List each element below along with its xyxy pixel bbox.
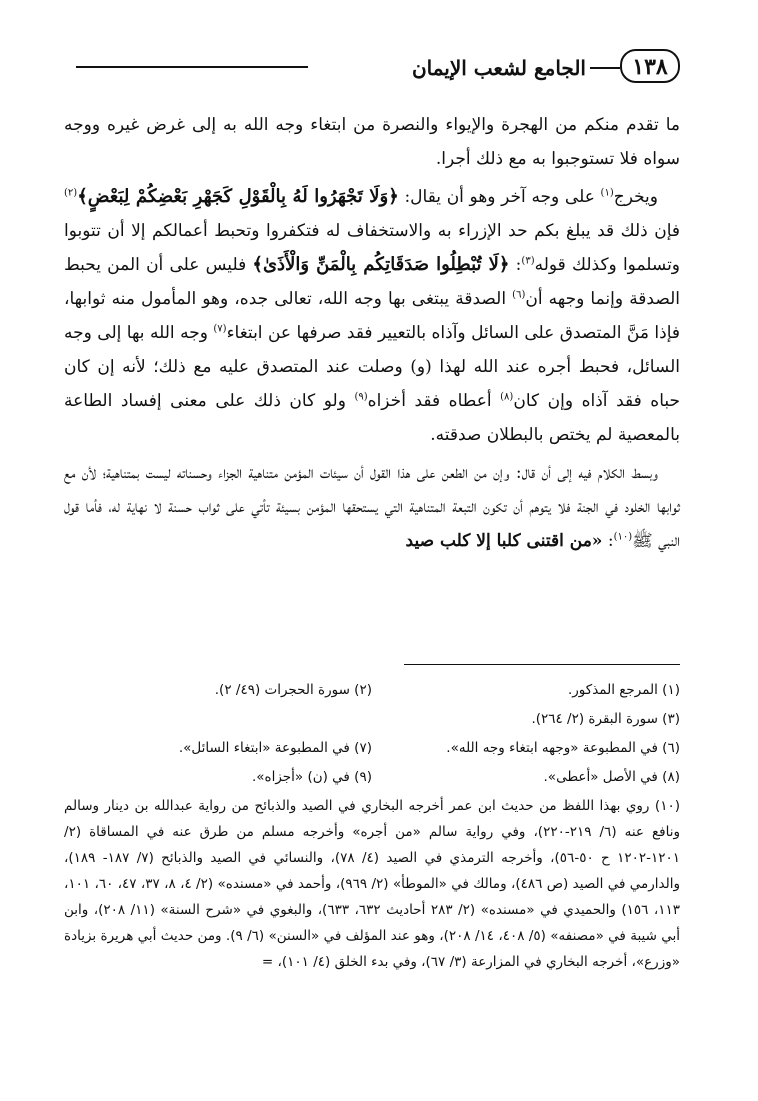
footnote-7: (٧) في المطبوعة «ابتغاء السائل». (178, 740, 372, 756)
footnote-1: (١) المرجع المذكور. (567, 682, 680, 698)
text-run: وبسط الكلام فيه إلى أن قال: وإن من الطعن على هذا القول أن سيئات المؤمن متناهية الجزاء وحسناته ليست بمتناهية؛ لأن مع ثوابها الخلود في الجنة فلا يتوهم أن تكون التبعة المتناهية التي يستحقها المؤمن بسيئة تأتي على ثواب حسنة لا نهاية له، فأما قول النبي ﷺ (64, 463, 680, 551)
footnote-row (64, 676, 680, 705)
hadith-quote: «من اقتنى كلبا إلا كلب صيد (405, 531, 603, 551)
page-header (0, 0, 758, 100)
footnote-row (64, 763, 680, 792)
footnote-row (64, 734, 680, 763)
footnote-ref-1: (١) (600, 187, 614, 199)
footnotes (64, 676, 680, 975)
footnote-empty (64, 705, 372, 734)
quran-verse-2: ﴿لَا تُبْطِلُوا صَدَقَاتِكُم بِالْمَنِّ وَالْأَذَىٰ﴾ (252, 254, 510, 275)
footnote-6: (٦) في المطبوعة «وجهه ابتغاء وجه الله». (446, 740, 680, 756)
text-run: ويخرج (613, 187, 658, 207)
header-rule (590, 67, 620, 69)
paragraph-1: ما تقدم منكم من الهجرة والإيواء والنصرة من ابتغاء وجه الله به إلى غرض غيره ووجه سواه فلا تستوجبوا به مع ذلك أجرا. (64, 115, 680, 169)
main-text (64, 108, 680, 562)
header-rule (76, 66, 308, 68)
footnote-ref-6: (٦) (512, 289, 526, 301)
footnote-ref-3: (٣) (521, 255, 535, 267)
footnote-9: (٩) في (ن) «أجزاه». (251, 769, 372, 785)
footnote-ref-7: (٧) (213, 323, 227, 335)
footnote-separator (404, 664, 680, 665)
text-run: أعطاه فقد أخزاه (367, 391, 492, 411)
text-run: : (515, 255, 522, 275)
footnote-10: (١٠) روي بهذا اللفظ من حديث ابن عمر أخرجه البخاري في الصيد والذبائح من رواية عبدالله بن دينار وسالم ونافع عنه (٦/ ٢١٩-٢٢٠)، وفي رواية سالم «من أجره» وأخرجه مسلم من طرق عنه في المساقاة (٢/ ١٢٠١-١٢٠٢ ح ٥٠-٥٦)، وأخرجه الترمذي في الصيد (٤/ ٧٨)، والنسائي في الصيد والذبائح (٧/ ١٨٧- ١٨٩)، والدارمي في الصيد (ص ٤٨٦)، ومالك في «الموطأ» (٢/ ٩٦٩)، وأحمد في «مسنده» (٢/ ٤، ٨، ٣٧، ٤٧، ٦٠، ١٠١، ١١٣، ١٥٦) والحميدي في «مسنده» (٢/ ٢٨٣ أحاديث ٦٣٢، ٦٣٣)، والبغوي في «شرح السنة» (١١/ ٢٠٨)، وابن أبي شيبة في «مصنفه» (٥/ ٤٠٨، ١٤/ ٢٠٨)، وهو عند المؤلف في «السنن» (٦/ ٩). ومن حديث أبي هريرة بزيادة «وزرع»، أخرجه البخاري في المزارعة (٣/ ٦٧)، وفي بدء الخلق (٤/ ١٠١)، = (64, 798, 681, 970)
footnote-8: (٨) في الأصل «أعطى». (543, 769, 680, 785)
text-run: الصدقة يبتغى بها وجه الله، تعالى جده، وهو المأمول منه ثوابها، فإذا مَنَّ المتصدق على السائل وآذاه بالتعيير فقد صرفها عن ابتغاء (64, 289, 681, 343)
book-title: الجامع لشعب الإيمان (411, 56, 586, 80)
footnote-ref-10: (١٠) (613, 531, 633, 543)
footnote-row (64, 705, 680, 734)
footnote-ref-8: (٨) (500, 391, 514, 403)
paragraph-2 (64, 180, 680, 452)
footnote-3: (٣) سورة البقرة (٢/ ٢٦٤). (531, 711, 680, 727)
text-run: فليس على أن المن يحبط الصدقة وإنما وجهه أن (64, 255, 681, 309)
text-run: : (607, 531, 614, 551)
text-run: على وجه آخر وهو أن يقال: (404, 187, 595, 207)
footnote-ref-2: (٢) (64, 187, 78, 199)
quran-verse-1: ﴿وَلَا تَجْهَرُوا لَهُ بِالْقَوْلِ كَجَهْرِ بَعْضِكُمْ لِبَعْضٍ﴾ (77, 186, 399, 207)
page-number: ١٣٨ (620, 49, 680, 83)
footnote-2: (٢) سورة الحجرات (٤٩/ ٢). (214, 682, 372, 698)
footnote-ref-9: (٩) (354, 391, 368, 403)
paragraph-3 (64, 456, 680, 558)
text-run: فإن ذلك قد يبلغ بكم حد الإزراء به والاستخفاف له فتكفروا وتحبط أعمالكم إلا أن تتوبوا وتسلموا وكذلك قوله (64, 221, 681, 275)
text-run: ولو كان ذلك على معنى إفساد الطاعة بالمعصية لم يختص بالبطلان صدقته. (64, 391, 680, 445)
text-run: وجه الله بها إلى وجه السائل، فحبط أجره عند الله لهذا (و) وصلت عند المتصدق عليه مع ذلك؛ لأنه إن كان حباه فقد آذاه وإن كان (64, 323, 681, 411)
